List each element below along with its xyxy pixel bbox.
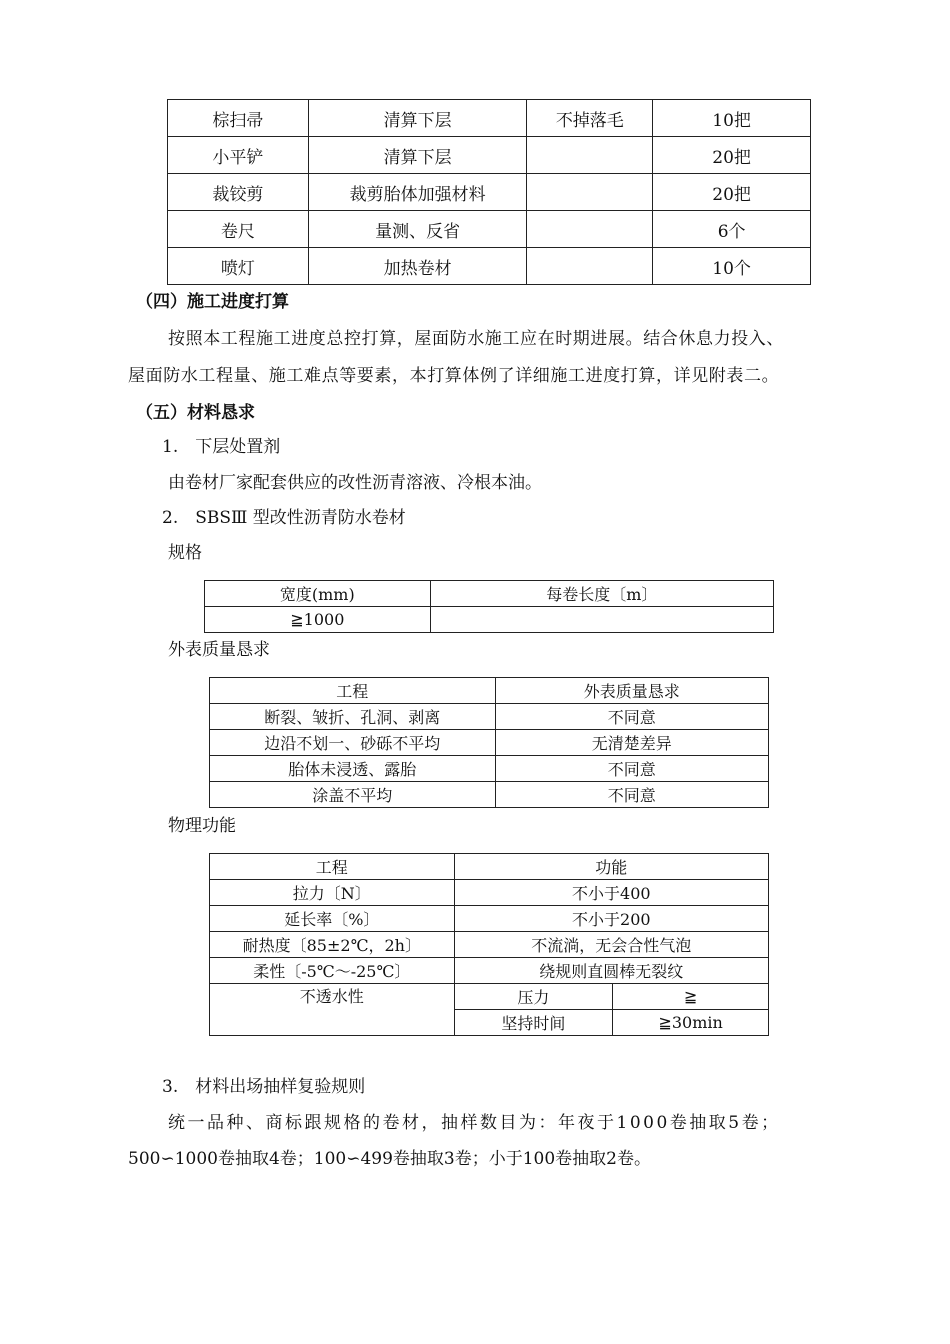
tool-quantity: 20把 [653, 174, 811, 211]
item2-title: 2. SBSⅢ 型改性沥青防水卷材 [162, 508, 406, 528]
item3-title: 3. 材料出场抽样复验规则 [162, 1077, 366, 1097]
spec-header-length: 每卷长度〔m〕 [430, 581, 773, 607]
tool-name: 裁铰剪 [168, 174, 309, 211]
spec-value-width: ≧1000 [205, 607, 431, 633]
tool-purpose: 裁剪胎体加强材料 [308, 174, 527, 211]
spec-header-width: 宽度(mm) [205, 581, 431, 607]
spec-table [204, 580, 774, 633]
appearance-table [209, 677, 769, 808]
pressure-label: 压力 [454, 984, 613, 1010]
physical-header-item: 工程 [210, 854, 455, 880]
tool-quantity: 10个 [653, 248, 811, 285]
spec-value-length [430, 607, 773, 633]
tool-purpose: 加热卷材 [308, 248, 527, 285]
physical-row [210, 958, 769, 984]
physical-row [210, 906, 769, 932]
physical-row [210, 932, 769, 958]
appearance-requirement: 不同意 [495, 704, 769, 730]
physical-item: 拉力〔N〕 [210, 880, 455, 906]
appearance-row [210, 756, 769, 782]
item3-line2: 500∽1000卷抽取4卷；100∽499卷抽取3卷；小于100卷抽取2卷。 [128, 1149, 651, 1169]
tool-row [168, 211, 811, 248]
physical-header-performance: 功能 [454, 854, 768, 880]
appearance-item: 边沿不划一、砂砾不平均 [210, 730, 496, 756]
tool-row [168, 100, 811, 137]
tool-purpose: 清算下层 [308, 137, 527, 174]
physical-row [210, 880, 769, 906]
pressure-value: ≧ [613, 984, 769, 1010]
tool-requirement [527, 137, 653, 174]
appearance-row [210, 730, 769, 756]
physical-table [209, 853, 769, 1036]
item1-title: 1. 下层处置剂 [162, 437, 281, 457]
tool-row [168, 174, 811, 211]
appearance-item: 胎体未浸透、露胎 [210, 756, 496, 782]
appearance-requirement: 无清楚差异 [495, 730, 769, 756]
tool-row [168, 137, 811, 174]
tool-name: 卷尺 [168, 211, 309, 248]
tool-name: 棕扫帚 [168, 100, 309, 137]
tool-purpose: 清算下层 [308, 100, 527, 137]
section4-para-line1: 按照本工程施工进度总控打算，屋面防水施工应在时期进展。结合休息力投入、 [168, 329, 784, 349]
item1-text: 由卷材厂家配套供应的改性沥青溶液、冷根本油。 [168, 473, 542, 493]
tools-table [167, 99, 811, 285]
physical-item: 耐热度〔85±2℃，2h〕 [210, 932, 455, 958]
appearance-item: 涂盖不平均 [210, 782, 496, 808]
appearance-row [210, 782, 769, 808]
appearance-item: 断裂、皱折、孔洞、剥离 [210, 704, 496, 730]
spec-label: 规格 [168, 543, 202, 563]
tool-requirement [527, 174, 653, 211]
tool-quantity: 20把 [653, 137, 811, 174]
physical-performance: 不小于400 [454, 880, 768, 906]
physical-item: 延长率〔%〕 [210, 906, 455, 932]
tool-row [168, 248, 811, 285]
physical-performance: 不流淌，无会合性气泡 [454, 932, 768, 958]
hold-time-value: ≧30min [613, 1010, 769, 1036]
tool-quantity: 10把 [653, 100, 811, 137]
section4-heading: （四）施工进度打算 [136, 292, 289, 312]
appearance-header-item: 工程 [210, 678, 496, 704]
physical-performance: 不小于200 [454, 906, 768, 932]
appearance-row [210, 704, 769, 730]
impermeability-label: 不透水性 [210, 984, 455, 1036]
item3-line1: 统一品种、商标跟规格的卷材，抽样数目为：年夜于1000卷抽取5卷； [168, 1113, 781, 1133]
physical-item: 柔性〔-5℃～-25℃〕 [210, 958, 455, 984]
hold-time-label: 坚持时间 [454, 1010, 613, 1036]
appearance-requirement: 不同意 [495, 782, 769, 808]
tool-purpose: 量测、反省 [308, 211, 527, 248]
tool-requirement [527, 248, 653, 285]
appearance-header-requirement: 外表质量恳求 [495, 678, 769, 704]
physical-performance: 绕规则直圆棒无裂纹 [454, 958, 768, 984]
section4-para-line2: 屋面防水工程量、施工难点等要素，本打算体例了详细施工进度打算，详见附表二。 [128, 366, 780, 386]
tool-name: 喷灯 [168, 248, 309, 285]
tool-requirement: 不掉落毛 [527, 100, 653, 137]
appearance-requirement: 不同意 [495, 756, 769, 782]
section5-heading: （五）材料恳求 [136, 403, 255, 423]
tool-name: 小平铲 [168, 137, 309, 174]
tool-requirement [527, 211, 653, 248]
appearance-label: 外表质量恳求 [168, 640, 270, 660]
physical-label: 物理功能 [168, 816, 236, 836]
tool-quantity: 6个 [653, 211, 811, 248]
